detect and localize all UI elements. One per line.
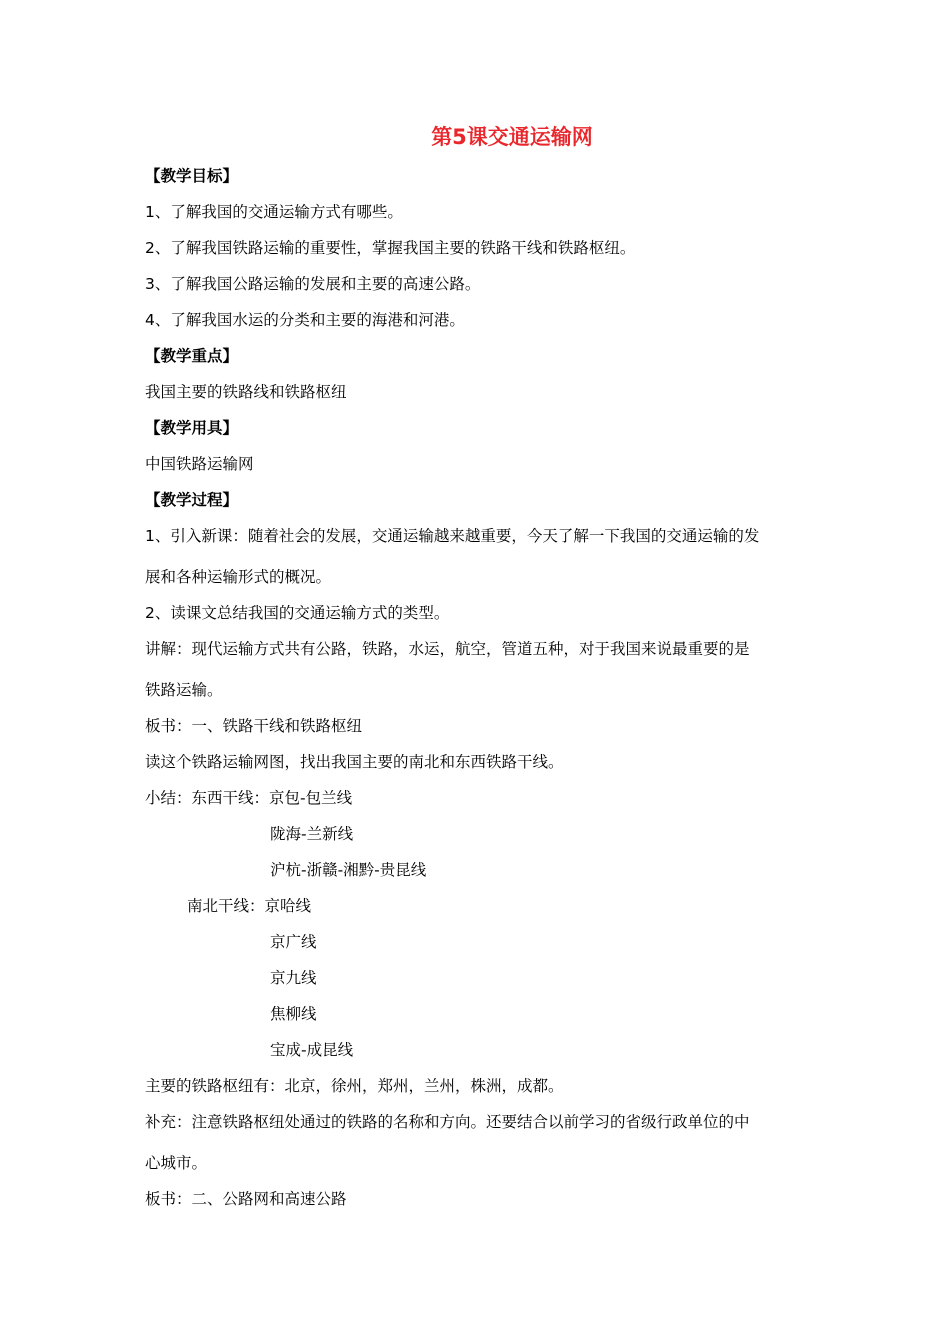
section-heading-tools: 【教学用具】 <box>145 419 239 437</box>
section-heading-objectives: 【教学目标】 <box>145 167 239 185</box>
objective-1: 1、了解我国的交通运输方式有哪些。 <box>145 203 403 221</box>
explanation-line-a: 讲解：现代运输方式共有公路，铁路，水运，航空，管道五种，对于我国来说最重要的是 <box>145 640 750 658</box>
map-reading-instruction: 读这个铁路运输网图，找出我国主要的南北和东西铁路干线。 <box>145 753 564 771</box>
process-paragraph-1b: 展和各种运输形式的概况。 <box>145 568 332 586</box>
rail-line-item: 陇海-兰新线 <box>270 825 354 843</box>
blackboard-note-1: 板书：一、铁路干线和铁路枢纽 <box>145 717 363 735</box>
objective-2: 2、了解我国铁路运输的重要性，掌握我国主要的铁路干线和铁路枢纽。 <box>145 239 636 257</box>
section-heading-process: 【教学过程】 <box>145 491 239 509</box>
summary-north-south: 南北干线：京哈线 <box>187 897 312 915</box>
key-points-text: 我国主要的铁路线和铁路枢纽 <box>145 383 347 401</box>
rail-line-item: 宝成-成昆线 <box>270 1041 354 1059</box>
rail-line-item: 沪杭-浙赣-湘黔-贵昆线 <box>270 861 427 879</box>
rail-line-item: 焦柳线 <box>270 1005 317 1023</box>
rail-line-item: 京广线 <box>270 933 317 951</box>
summary-east-west: 小结：东西干线：京包-包兰线 <box>145 789 353 807</box>
page-title: 第5课交通运输网 <box>431 125 593 149</box>
railway-hubs-text: 主要的铁路枢纽有：北京，徐州，郑州，兰州，株洲，成都。 <box>145 1077 564 1095</box>
section-heading-key-points: 【教学重点】 <box>145 347 239 365</box>
process-paragraph-1a: 1、引入新课：随着社会的发展，交通运输越来越重要，今天了解一下我国的交通运输的发 <box>145 527 760 545</box>
process-paragraph-2: 2、读课文总结我国的交通运输方式的类型。 <box>145 604 450 622</box>
rail-line-item: 京九线 <box>270 969 317 987</box>
blackboard-note-2: 板书：二、公路网和高速公路 <box>145 1190 347 1208</box>
supplement-line-a: 补充：注意铁路枢纽处通过的铁路的名称和方向。还要结合以前学习的省级行政单位的中 <box>145 1113 750 1131</box>
objective-4: 4、了解我国水运的分类和主要的海港和河港。 <box>145 311 465 329</box>
objective-3: 3、了解我国公路运输的发展和主要的高速公路。 <box>145 275 481 293</box>
tools-text: 中国铁路运输网 <box>145 455 254 473</box>
supplement-line-b: 心城市。 <box>145 1154 208 1172</box>
explanation-line-b: 铁路运输。 <box>145 681 223 699</box>
